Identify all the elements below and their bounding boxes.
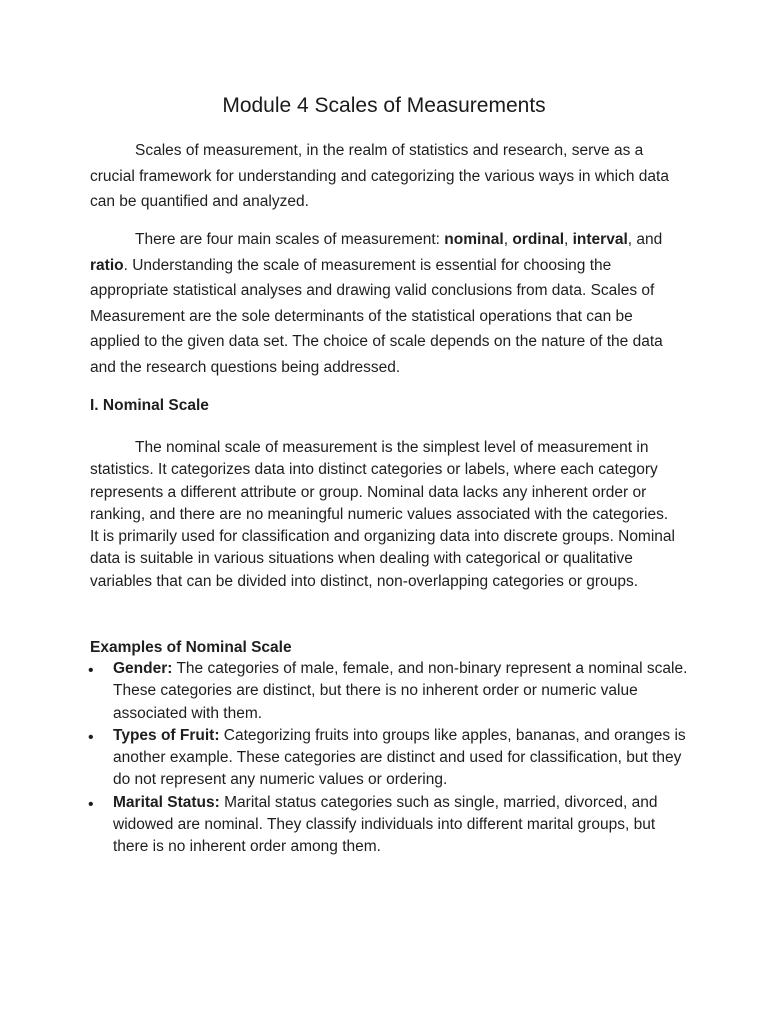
- example-label: Marital Status:: [113, 793, 220, 811]
- intro-paragraph: [90, 138, 680, 215]
- example-label: Gender:: [113, 660, 173, 677]
- example-text: Categorizing fruits into groups like apples, bananas, and oranges is another example. These categories are distinct and used for classification, but they do not represent any numeric values or ordering.: [113, 726, 686, 789]
- separator-1: ,: [503, 231, 513, 248]
- examples-heading: Examples of Nominal Scale: [90, 639, 292, 656]
- term-nominal: nominal: [444, 231, 504, 248]
- nominal-scale-paragraph: [90, 437, 680, 593]
- separator-2: ,: [564, 231, 573, 248]
- nominal-scale-text: The nominal scale of measurement is the simplest level of measurement in statistics. It categorizes data into distinct categories or labels, where each category represents a different attribute or group. Nominal data lacks any inherent order or ranking, and there are no meaningful numeric values associated with the categories. It is primarily used for classification and organizing data into discrete groups. Nominal data is suitable in various situations when dealing with categorical or qualitative variables that can be divided into distinct, non-overlapping categories or groups.: [90, 439, 675, 590]
- bullet-icon: •: [88, 662, 94, 679]
- example-label: Types of Fruit:: [113, 726, 220, 744]
- four-scales-prefix: There are four main scales of measurement:: [135, 231, 445, 248]
- page-title: Module 4 Scales of Measurements: [222, 94, 546, 117]
- nominal-scale-heading: I. Nominal Scale: [90, 397, 209, 414]
- intro-text: Scales of measurement, in the realm of statistics and research, serve as a crucial framework for understanding and categorizing the various ways in which data can be quantified and analyzed.: [90, 142, 669, 210]
- four-scales-paragraph: [90, 227, 680, 380]
- examples-list: [90, 658, 690, 859]
- term-ratio: ratio: [90, 256, 124, 274]
- list-item: [90, 725, 690, 792]
- list-item: [90, 792, 690, 859]
- bullet-icon: •: [88, 795, 94, 813]
- bullet-icon: •: [88, 728, 94, 746]
- example-text: Marital status categories such as single, married, divorced, and widowed are nominal. They classify individuals into different marital groups, but there is no inherent order among them.: [113, 793, 658, 856]
- example-text: The categories of male, female, and non-binary represent a nominal scale. These categories are distinct, but there is no inherent order or numeric value associated with them.: [113, 660, 688, 722]
- separator-3: , and: [627, 231, 663, 248]
- four-scales-rest: . Understanding the scale of measurement is essential for choosing the appropriate statistical analyses and drawing valid conclusions from data. Scales of Measurement are the sole determinants of the statistical operations that can be applied to the given data set. The choice of scale depends on the nature of the data and the research questions being addressed.: [90, 256, 663, 376]
- list-item: [90, 658, 690, 725]
- term-interval: interval: [572, 231, 628, 248]
- term-ordinal: ordinal: [512, 231, 564, 248]
